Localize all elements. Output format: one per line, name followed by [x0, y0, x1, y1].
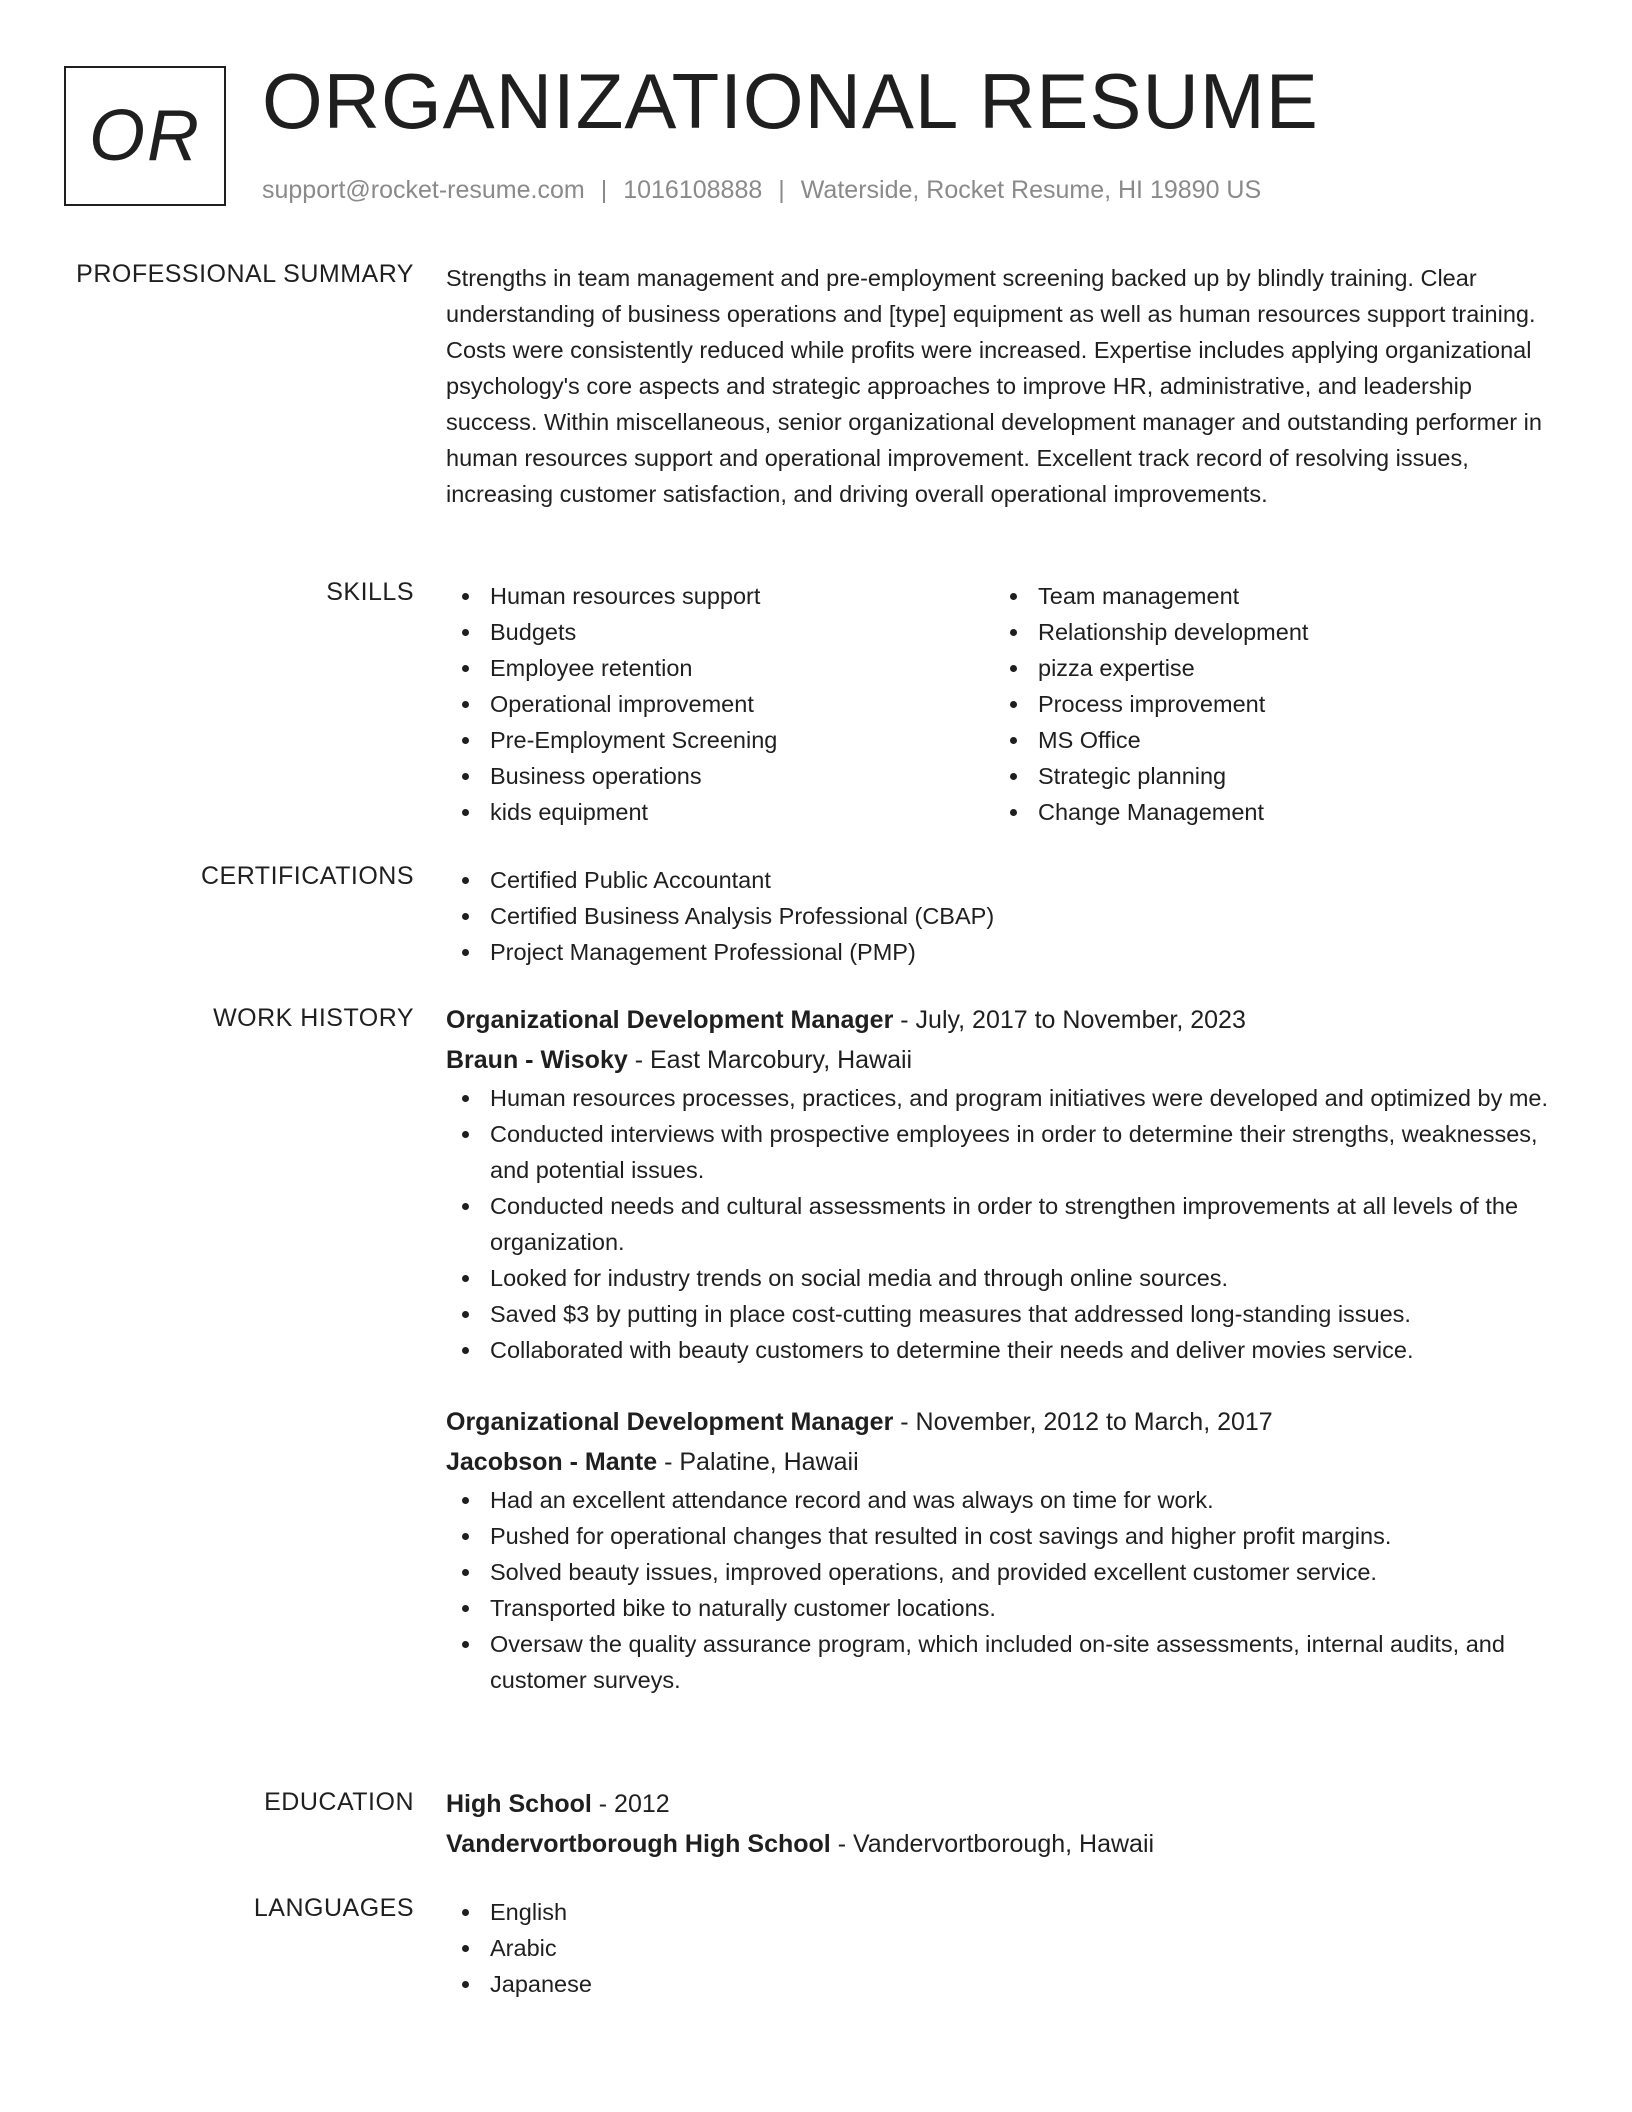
job-dates: - November, 2012 to March, 2017 [900, 1408, 1273, 1436]
certifications-heading: CERTIFICATIONS [200, 862, 414, 890]
job-duties-list [446, 1482, 1566, 1698]
job-duty: Human resources processes, practices, and program initiatives were developed and optimized by me. [446, 1080, 1566, 1116]
job-duty: Saved $3 by putting in place cost-cutting measures that addressed long-standing issues. [446, 1296, 1566, 1332]
job-dates: - July, 2017 to November, 2023 [900, 1006, 1246, 1034]
languages-heading: LANGUAGES [253, 1894, 414, 1922]
skill-item: Human resources support [446, 578, 994, 614]
job-duty: Had an excellent attendance record and was always on time for work. [446, 1482, 1566, 1518]
job-company-line [446, 1442, 1566, 1482]
work-history-heading: WORK HISTORY [213, 1004, 414, 1032]
education-school-line [446, 1824, 1566, 1864]
job-duty: Collaborated with beauty customers to determine their needs and deliver movies service. [446, 1332, 1566, 1368]
job-title: Organizational Development Manager [446, 1006, 894, 1034]
job-duty: Conducted needs and cultural assessments in order to strengthen improvements at all levels of the organization. [446, 1188, 1566, 1260]
job-title-line [446, 1402, 1566, 1442]
language-item: English [446, 1894, 1566, 1930]
summary-heading: PROFESSIONAL SUMMARY [76, 260, 414, 288]
job-duty: Solved beauty issues, improved operations, and provided excellent customer service. [446, 1554, 1566, 1590]
skill-item: Process improvement [994, 686, 1542, 722]
skills-list-left [446, 578, 994, 830]
job-company: Braun - Wisoky [446, 1046, 628, 1074]
education-degree-line [446, 1784, 1566, 1824]
job-duty: Transported bike to naturally customer locations. [446, 1590, 1566, 1626]
skill-item: Team management [994, 578, 1542, 614]
resume-title: ORGANIZATIONAL RESUME [262, 57, 1319, 145]
skill-item: MS Office [994, 722, 1542, 758]
skill-item: Pre-Employment Screening [446, 722, 994, 758]
job-duty: Pushed for operational changes that resulted in cost savings and higher profit margins. [446, 1518, 1566, 1554]
skill-item: Strategic planning [994, 758, 1542, 794]
education-school: Vandervortborough High School [446, 1830, 831, 1858]
education-heading: EDUCATION [264, 1788, 414, 1816]
certification-item: Certified Business Analysis Professional (CBAP) [446, 898, 1566, 934]
language-item: Japanese [446, 1966, 1566, 2002]
skills-heading: SKILLS [326, 578, 414, 606]
job-location: - Palatine, Hawaii [664, 1448, 859, 1476]
job-entry [446, 1402, 1566, 1698]
certification-item: Certified Public Accountant [446, 862, 1566, 898]
job-duty: Oversaw the quality assurance program, which included on-site assessments, internal audits, and customer surveys. [446, 1626, 1566, 1698]
job-duty: Conducted interviews with prospective employees in order to determine their strengths, weaknesses, and potential issues. [446, 1116, 1566, 1188]
contact-address: Waterside, Rocket Resume, HI 19890 US [800, 176, 1262, 204]
job-title-line [446, 1000, 1566, 1040]
certification-item: Project Management Professional (PMP) [446, 934, 1566, 970]
job-entry [446, 1000, 1566, 1368]
skill-item: Change Management [994, 794, 1542, 830]
job-duties-list [446, 1080, 1566, 1368]
certifications-list [446, 862, 1566, 970]
skill-item: Budgets [446, 614, 994, 650]
contact-email[interactable]: support@rocket-resume.com [262, 176, 585, 204]
summary-text: Strengths in team management and pre-employment screening backed up by blindly training. Clear understanding of business operations and [type] equipment as well as human resources support training. Costs were consistently reduced while profits were increased. Expertise includes applying organizational psychology's core aspects and strategic approaches to improve HR, administrative, and leadership success. Within miscellaneous, senior organizational development manager and outstanding performer in human resources support and operational improvement. Excellent track record of resolving issues, increasing customer satisfaction, and driving overall operational improvements. [446, 265, 1542, 507]
education-degree: High School [446, 1790, 592, 1818]
skill-item: Employee retention [446, 650, 994, 686]
job-company: Jacobson - Mante [446, 1448, 658, 1476]
skills-list-right [994, 578, 1542, 830]
education-location: - Vandervortborough, Hawaii [837, 1830, 1155, 1858]
job-company-line [446, 1040, 1566, 1080]
contact-phone[interactable]: 1016108888 [623, 176, 763, 204]
skill-item: Business operations [446, 758, 994, 794]
skill-item: Relationship development [994, 614, 1542, 650]
languages-list [446, 1894, 1566, 2002]
job-location: - East Marcobury, Hawaii [634, 1046, 913, 1074]
contact-line [262, 176, 1261, 205]
job-title: Organizational Development Manager [446, 1408, 894, 1436]
job-duty: Looked for industry trends on social media and through online sources. [446, 1260, 1566, 1296]
skill-item: kids equipment [446, 794, 994, 830]
monogram-logo: OR [64, 66, 226, 206]
language-item: Arabic [446, 1930, 1566, 1966]
contact-separator: | [600, 176, 608, 204]
contact-separator: | [778, 176, 785, 204]
education-year: - 2012 [598, 1790, 670, 1818]
skill-item: Operational improvement [446, 686, 994, 722]
skill-item: pizza expertise [994, 650, 1542, 686]
